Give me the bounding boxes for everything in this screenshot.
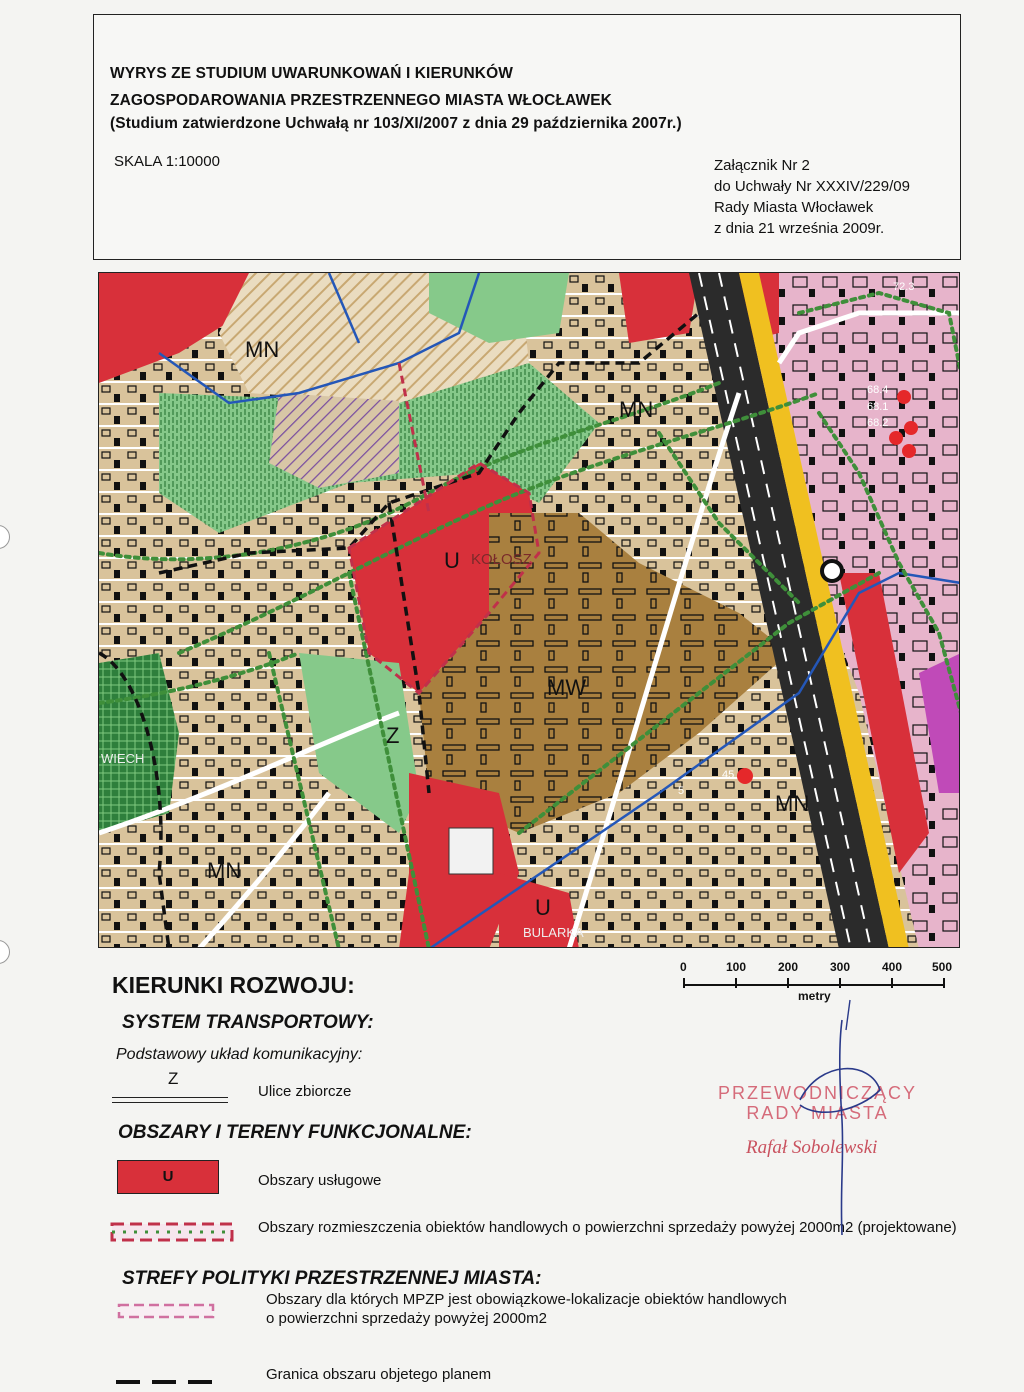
spot-number: 5 xyxy=(678,785,685,797)
legend-policy-title: STREFY POLITYKI PRZESTRZENNEJ MIASTA: xyxy=(122,1268,542,1289)
zone-label-u: U xyxy=(444,548,460,573)
mpzp-area-label xyxy=(266,1290,787,1328)
retail-area-symbol xyxy=(108,1220,238,1251)
scale-tick: 100 xyxy=(726,960,747,974)
scale-text: SKALA 1:10000 xyxy=(114,153,220,170)
retail-area-label: Obszary rozmieszczenia obiektów handlowych o powierzchni sprzedaży powyżej 2000m2 (projektowane) xyxy=(258,1219,957,1236)
stamp-line: RADY MIASTA xyxy=(746,1103,889,1123)
place-name: WIECH xyxy=(101,751,145,766)
zone-label-mn: MN xyxy=(619,397,654,422)
scale-tick: 500 xyxy=(932,960,953,974)
zone-label-u: U xyxy=(535,895,551,920)
place-name: KOŁOSZ xyxy=(471,551,532,568)
attachment-note xyxy=(714,155,910,239)
title-line-1: WYRYS ZE STUDIUM UWARUNKOWAŃ I KIERUNKÓW xyxy=(110,65,513,82)
scale-tick: 400 xyxy=(882,960,903,974)
attachment-line: do Uchwały Nr XXXIV/229/09 xyxy=(714,178,910,195)
plan-boundary-label: Granica obszaru objetego planem xyxy=(266,1366,492,1383)
place-name: BULARKA xyxy=(523,925,584,940)
zoning-map xyxy=(98,272,960,948)
scale-tick: 200 xyxy=(778,960,799,974)
collector-street-label: Ulice zbiorcze xyxy=(258,1083,352,1100)
zone-label-z: Z xyxy=(386,723,400,748)
z-symbol: Z xyxy=(168,1069,179,1088)
zone-label-mn: MN xyxy=(775,791,810,816)
scale-tick: 0 xyxy=(680,960,687,974)
stamp-line: PRZEWODNICZĄCY xyxy=(718,1083,917,1103)
zone-label-mn: MN xyxy=(207,858,242,883)
plan-boundary-symbol xyxy=(116,1374,216,1392)
handwritten-signature xyxy=(780,990,890,1245)
scale-tick: 300 xyxy=(830,960,851,974)
legend-functional-title: OBSZARY I TERENY FUNKCJONALNE: xyxy=(118,1122,472,1143)
attachment-line: Załącznik Nr 2 xyxy=(714,157,810,174)
mpzp-label-line: Obszary dla których MPZP jest obowiązkowe-lokalizacje obiektów handlowych xyxy=(266,1291,787,1308)
attachment-line: z dnia 21 września 2009r. xyxy=(714,220,885,237)
mpzp-label-line: o powierzchni sprzedaży powyżej 2000m2 xyxy=(266,1310,547,1327)
attachment-line: Rady Miasta Włocławek xyxy=(714,199,874,216)
spot-number: 68.2 xyxy=(867,417,889,429)
zone-label-mw: MW xyxy=(547,675,587,700)
legend-basic-layout: Podstawowy układ komunikacyjny: xyxy=(116,1046,363,1063)
spot-number: 72.3 xyxy=(893,281,915,293)
stamp-name: Rafał Sobolewski xyxy=(746,1137,878,1158)
service-area-symbol: U xyxy=(117,1160,219,1194)
spot-number: 68.4 xyxy=(867,384,889,396)
scale-unit: metry xyxy=(798,989,831,1003)
title-line-2: ZAGOSPODAROWANIA PRZESTRZENNEGO MIASTA WŁOCŁAWEK xyxy=(110,92,612,109)
mpzp-area-symbol xyxy=(116,1302,220,1327)
collector-street-symbol xyxy=(112,1097,228,1103)
zone-label-mn: MN xyxy=(245,337,280,362)
punch-hole xyxy=(0,940,10,964)
title-line-3: (Studium zatwierdzone Uchwałą nr 103/XI/2007 z dnia 29 października 2007r.) xyxy=(110,115,682,132)
spot-number: 68.1 xyxy=(867,401,889,413)
map-canvas xyxy=(99,273,960,948)
spot-number: 45 xyxy=(722,769,735,781)
legend-title: KIERUNKI ROZWOJU: xyxy=(112,972,355,998)
service-area-label: Obszary usługowe xyxy=(258,1172,382,1189)
title-block xyxy=(93,14,961,260)
punch-hole xyxy=(0,525,10,549)
legend-transport-title: SYSTEM TRANSPORTOWY: xyxy=(122,1012,374,1033)
